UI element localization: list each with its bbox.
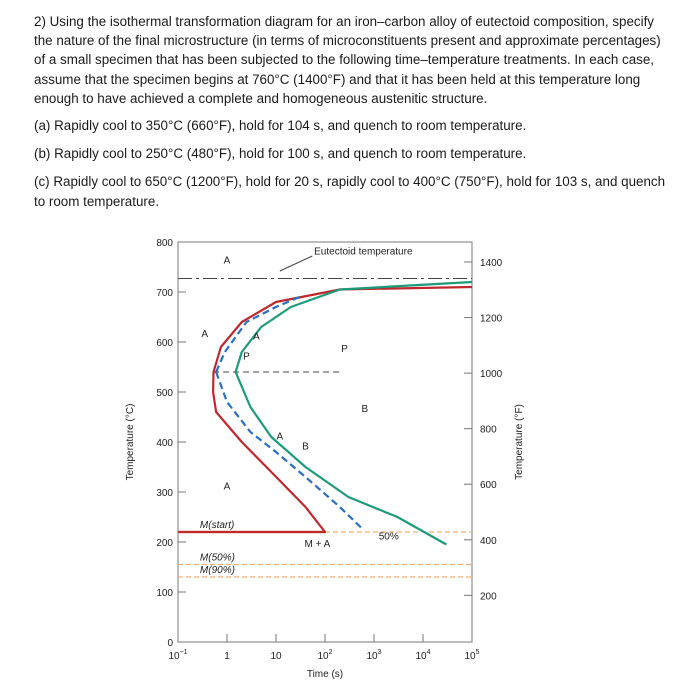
y-axis-label: Temperature (°C) [125,403,136,481]
eutectoid-pointer [280,256,312,271]
series-end-curve [236,282,472,372]
annotation-label: B [361,404,369,415]
y2-axis-label: Temperature (°F) [514,404,525,480]
annotation-label: A [201,329,208,340]
y2-tick-label: 1400 [480,258,503,269]
annotation-label: B [302,441,309,453]
part-text: Rapidly cool to 350°C (660°F), hold for 104 s, and quench to room temperature. [54,118,527,134]
annotation-label: P [341,344,348,355]
part-text: Rapidly cool to 250°C (480°F), hold for 100 s, and quench to room temperature. [54,146,527,162]
annotation-label: 50% [378,531,399,543]
y2-tick-label: 600 [480,480,497,492]
series-50pct-curve [216,372,363,530]
y-tick-label: 700 [156,288,173,299]
y-tick-label: 300 [156,488,173,499]
annotation-label: P [243,351,250,363]
annotation-label: A [223,255,231,267]
annotation-label: M + A [304,539,331,550]
y-tick-label: 0 [167,638,173,649]
annotation-label: A [276,431,284,443]
annotation-label: A [223,481,231,493]
x-tick-label: 10 [270,651,282,662]
y-tick-label: 600 [156,338,173,349]
y-tick-label: 400 [156,438,173,449]
x-tick-label: $10^3$ [366,649,382,662]
x-tick-label: $10^{-1}$ [168,649,188,662]
martensite-label: M(50%) [199,552,235,564]
x-tick-label: $10^5$ [464,649,480,662]
part-label: (c) [34,174,50,190]
y-tick-label: 800 [156,238,173,249]
part-label: (b) [34,146,51,162]
question-intro: 2) Using the isothermal transformation diagram for an iron–carbon alloy of eutectoid composition, specify the nature of the final microstructure (in terms of microconstituents present and approximate percentages) of a small specimen that has been subjected to the following time–temperature treatments. In each case, assume that the specimen begins at 760°C (1400°F) and that it has been held at this temperature long enough to have achieved a complete and homogeneous austenitic structure. [34,14,661,106]
y2-tick-label: 400 [480,535,497,547]
part-label: (a) [34,118,51,134]
martensite-label: M(90%) [199,565,235,576]
plot-frame [178,242,472,642]
y2-tick-label: 1000 [480,369,503,381]
x-tick-label: 1 [224,651,230,662]
martensite-label: M(start) [199,520,235,531]
x-tick-label: $10^2$ [317,649,333,662]
y-tick-label: 200 [156,538,173,549]
annotation-label: A [253,331,260,343]
y2-tick-label: 200 [480,591,497,603]
eutectoid-label: Eutectoid temperature [314,246,413,258]
series-end-curve [236,372,447,545]
x-tick-label: $10^4$ [415,649,431,662]
y2-tick-label: 800 [480,424,497,436]
y2-tick-label: 1200 [480,313,503,325]
x-axis-label: Time (s) [306,669,344,680]
y-tick-label: 500 [156,388,173,399]
y-tick-label: 100 [156,588,173,599]
part-text: Rapidly cool to 650°C (1200°F), hold for 20 s, rapidly cool to 400°C (750°F), hold for 103 s, and quench to room temperature. [34,174,666,209]
